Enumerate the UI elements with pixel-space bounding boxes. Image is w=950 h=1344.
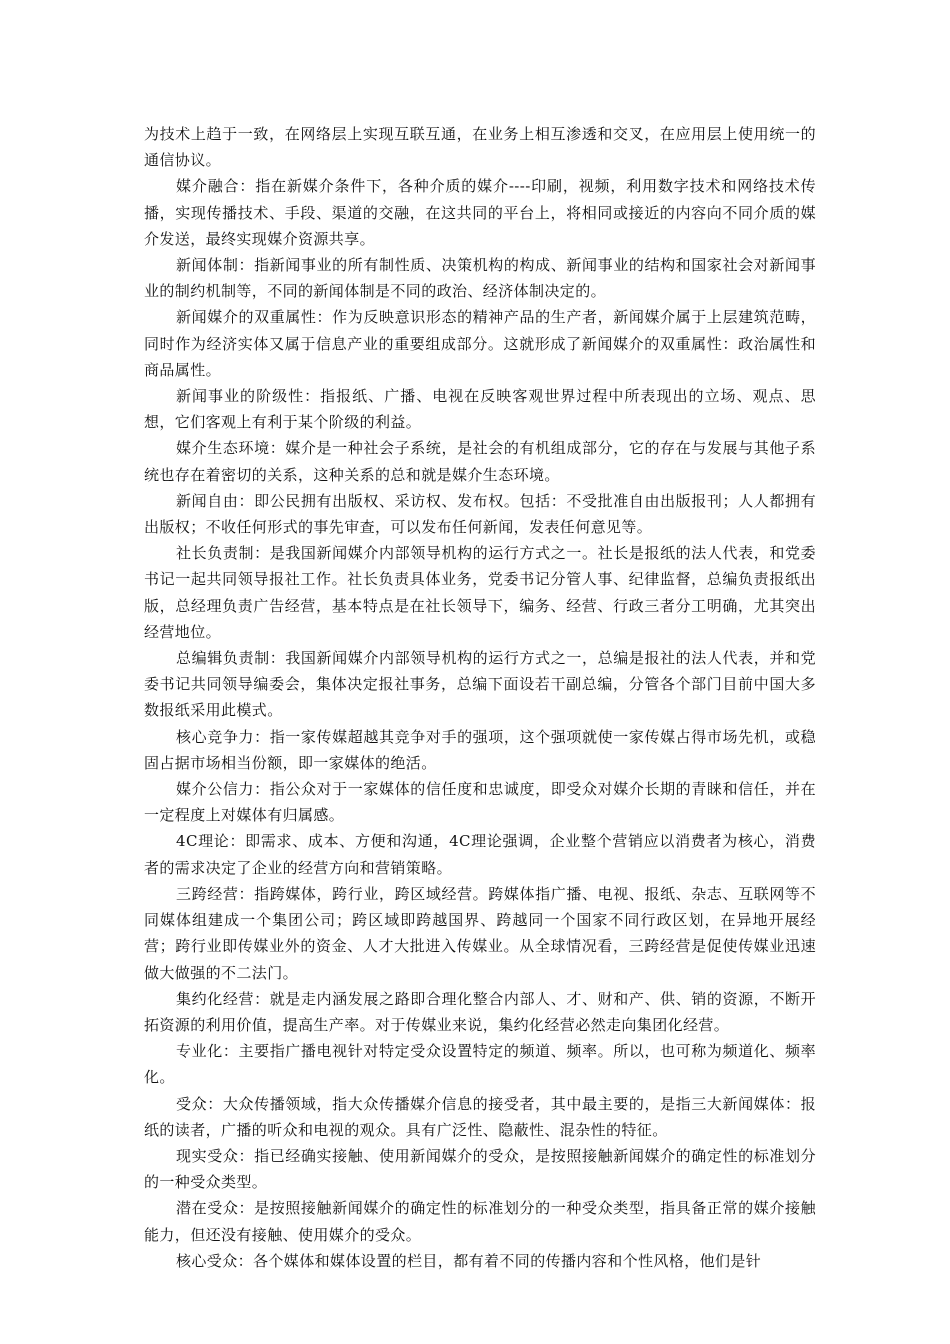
paragraph-press-freedom: 新闻自由：即公民拥有出版权、采访权、发布权。包括：不受批准自由出版报刊；人人都拥有出版权；不收任何形式的事先审查，可以发布任何新闻，发表任何意见等。 — [144, 491, 816, 537]
paragraph-potential-audience: 潜在受众：是按照接触新闻媒介的确定性的标准划分的一种受众类型，指具备正常的媒介接触能力，但还没有接触、使用媒介的受众。 — [144, 1199, 816, 1244]
paragraph-class-nature: 新闻事业的阶级性：指报纸、广播、电视在反映客观世界过程中所表现出的立场、观点、思想，它们客观上有利于某个阶级的利益。 — [144, 387, 816, 432]
paragraph-audience: 受众：大众传播领域，指大众传播媒介信息的接受者，其中最主要的，是指三大新闻媒体：报纸的读者，广播的听众和电视的观众。具有广泛性、隐蔽性、混杂性的特征。 — [144, 1094, 816, 1139]
paragraph-editor-responsibility: 总编辑负责制：我国新闻媒介内部领导机构的运行方式之一，总编是报社的法人代表，并和党委书记共同领导编委会，集体决定报社事务，总编下面设若干副总编，分管各个部门目前中国大多数报纸采用此模式。 — [144, 649, 816, 720]
paragraph-media-credibility: 媒介公信力：指公众对于一家媒体的信任度和忠诚度，即受众对媒介长期的青睐和信任，并在一定程度上对媒体有归属感。 — [144, 780, 816, 825]
paragraph-specialization: 专业化：主要指广播电视针对特定受众设置特定的频道、频率。所以，也可称为频道化、频率化。 — [144, 1042, 816, 1087]
paragraph-media-convergence: 媒介融合：指在新媒介条件下，各种介质的媒介----印刷，视频，利用数字技术和网络技术传播，实现传播技术、手段、渠道的交融，在这共同的平台上，将相同或接近的内容向不同介质的媒介发送，最终实现媒介资源共享。 — [144, 177, 816, 248]
paragraph-intensive-operation: 集约化经营：就是走内涵发展之路即合理化整合内部人、才、财和产、供、销的资源，不断开拓资源的利用价值，提高生产率。对于传媒业来说，集约化经营必然走向集团化经营。 — [144, 989, 816, 1034]
paragraph-core-competence: 核心竞争力：指一家传媒超越其竞争对手的强项，这个强项就使一家传媒占得市场先机，或稳固占据市场相当份额，即一家媒体的绝活。 — [144, 727, 816, 772]
paragraph-president-responsibility: 社长负责制：是我国新闻媒介内部领导机构的运行方式之一。社长是报纸的法人代表，和党委书记一起共同领导报社工作。社长负责具体业务，党委书记分管人事、纪律监督，总编负责报纸出版，总经理负责广告经营，基本特点是在社长领导下，编务、经营、行政三者分工明确，尤其突出经营地位。 — [144, 544, 816, 641]
paragraph-continuation: 为技术上趋于一致，在网络层上实现互联互通，在业务上相互渗透和交叉，在应用层上使用统一的通信协议。 — [144, 125, 816, 170]
paragraph-media-ecology: 媒介生态环境：媒介是一种社会子系统，是社会的有机组成部分，它的存在与发展与其他子系统也存在着密切的关系，这种关系的总和就是媒介生态环境。 — [144, 439, 816, 484]
paragraph-core-audience: 核心受众：各个媒体和媒体设置的栏目，都有着不同的传播内容和个性风格，他们是针 — [176, 1251, 762, 1270]
document-page — [144, 121, 816, 1274]
paragraph-4c-theory: 4C理论：即需求、成本、方便和沟通，4C理论强调，企业整个营销应以消费者为核心，消费者的需求决定了企业的经营方向和营销策略。 — [144, 832, 816, 877]
paragraph-actual-audience: 现实受众：指已经确实接触、使用新闻媒介的受众，是按照接触新闻媒介的确定性的标准划分的一种受众类型。 — [144, 1146, 816, 1192]
paragraph-dual-attributes: 新闻媒介的双重属性：作为反映意识形态的精神产品的生产者，新闻媒介属于上层建筑范畴，同时作为经济实体又属于信息产业的重要组成部分。这就形成了新闻媒介的双重属性：政治属性和商品属性。 — [144, 308, 816, 379]
paragraph-three-cross-operation: 三跨经营：指跨媒体，跨行业，跨区域经营。跨媒体指广播、电视、报纸、杂志、互联网等不同媒体组建成一个集团公司；跨区域即跨越国界、跨越同一个国家不同行政区划，在异地开展经营；跨行业即传媒业外的资金、人才大批进入传媒业。从全球情况看，三跨经营是促使传媒业迅速做大做强的不二法门。 — [144, 884, 816, 982]
paragraph-news-system: 新闻体制：指新闻事业的所有制性质、决策机构的构成、新闻事业的结构和国家社会对新闻事业的制约机制等，不同的新闻体制是不同的政治、经济体制决定的。 — [144, 256, 816, 301]
